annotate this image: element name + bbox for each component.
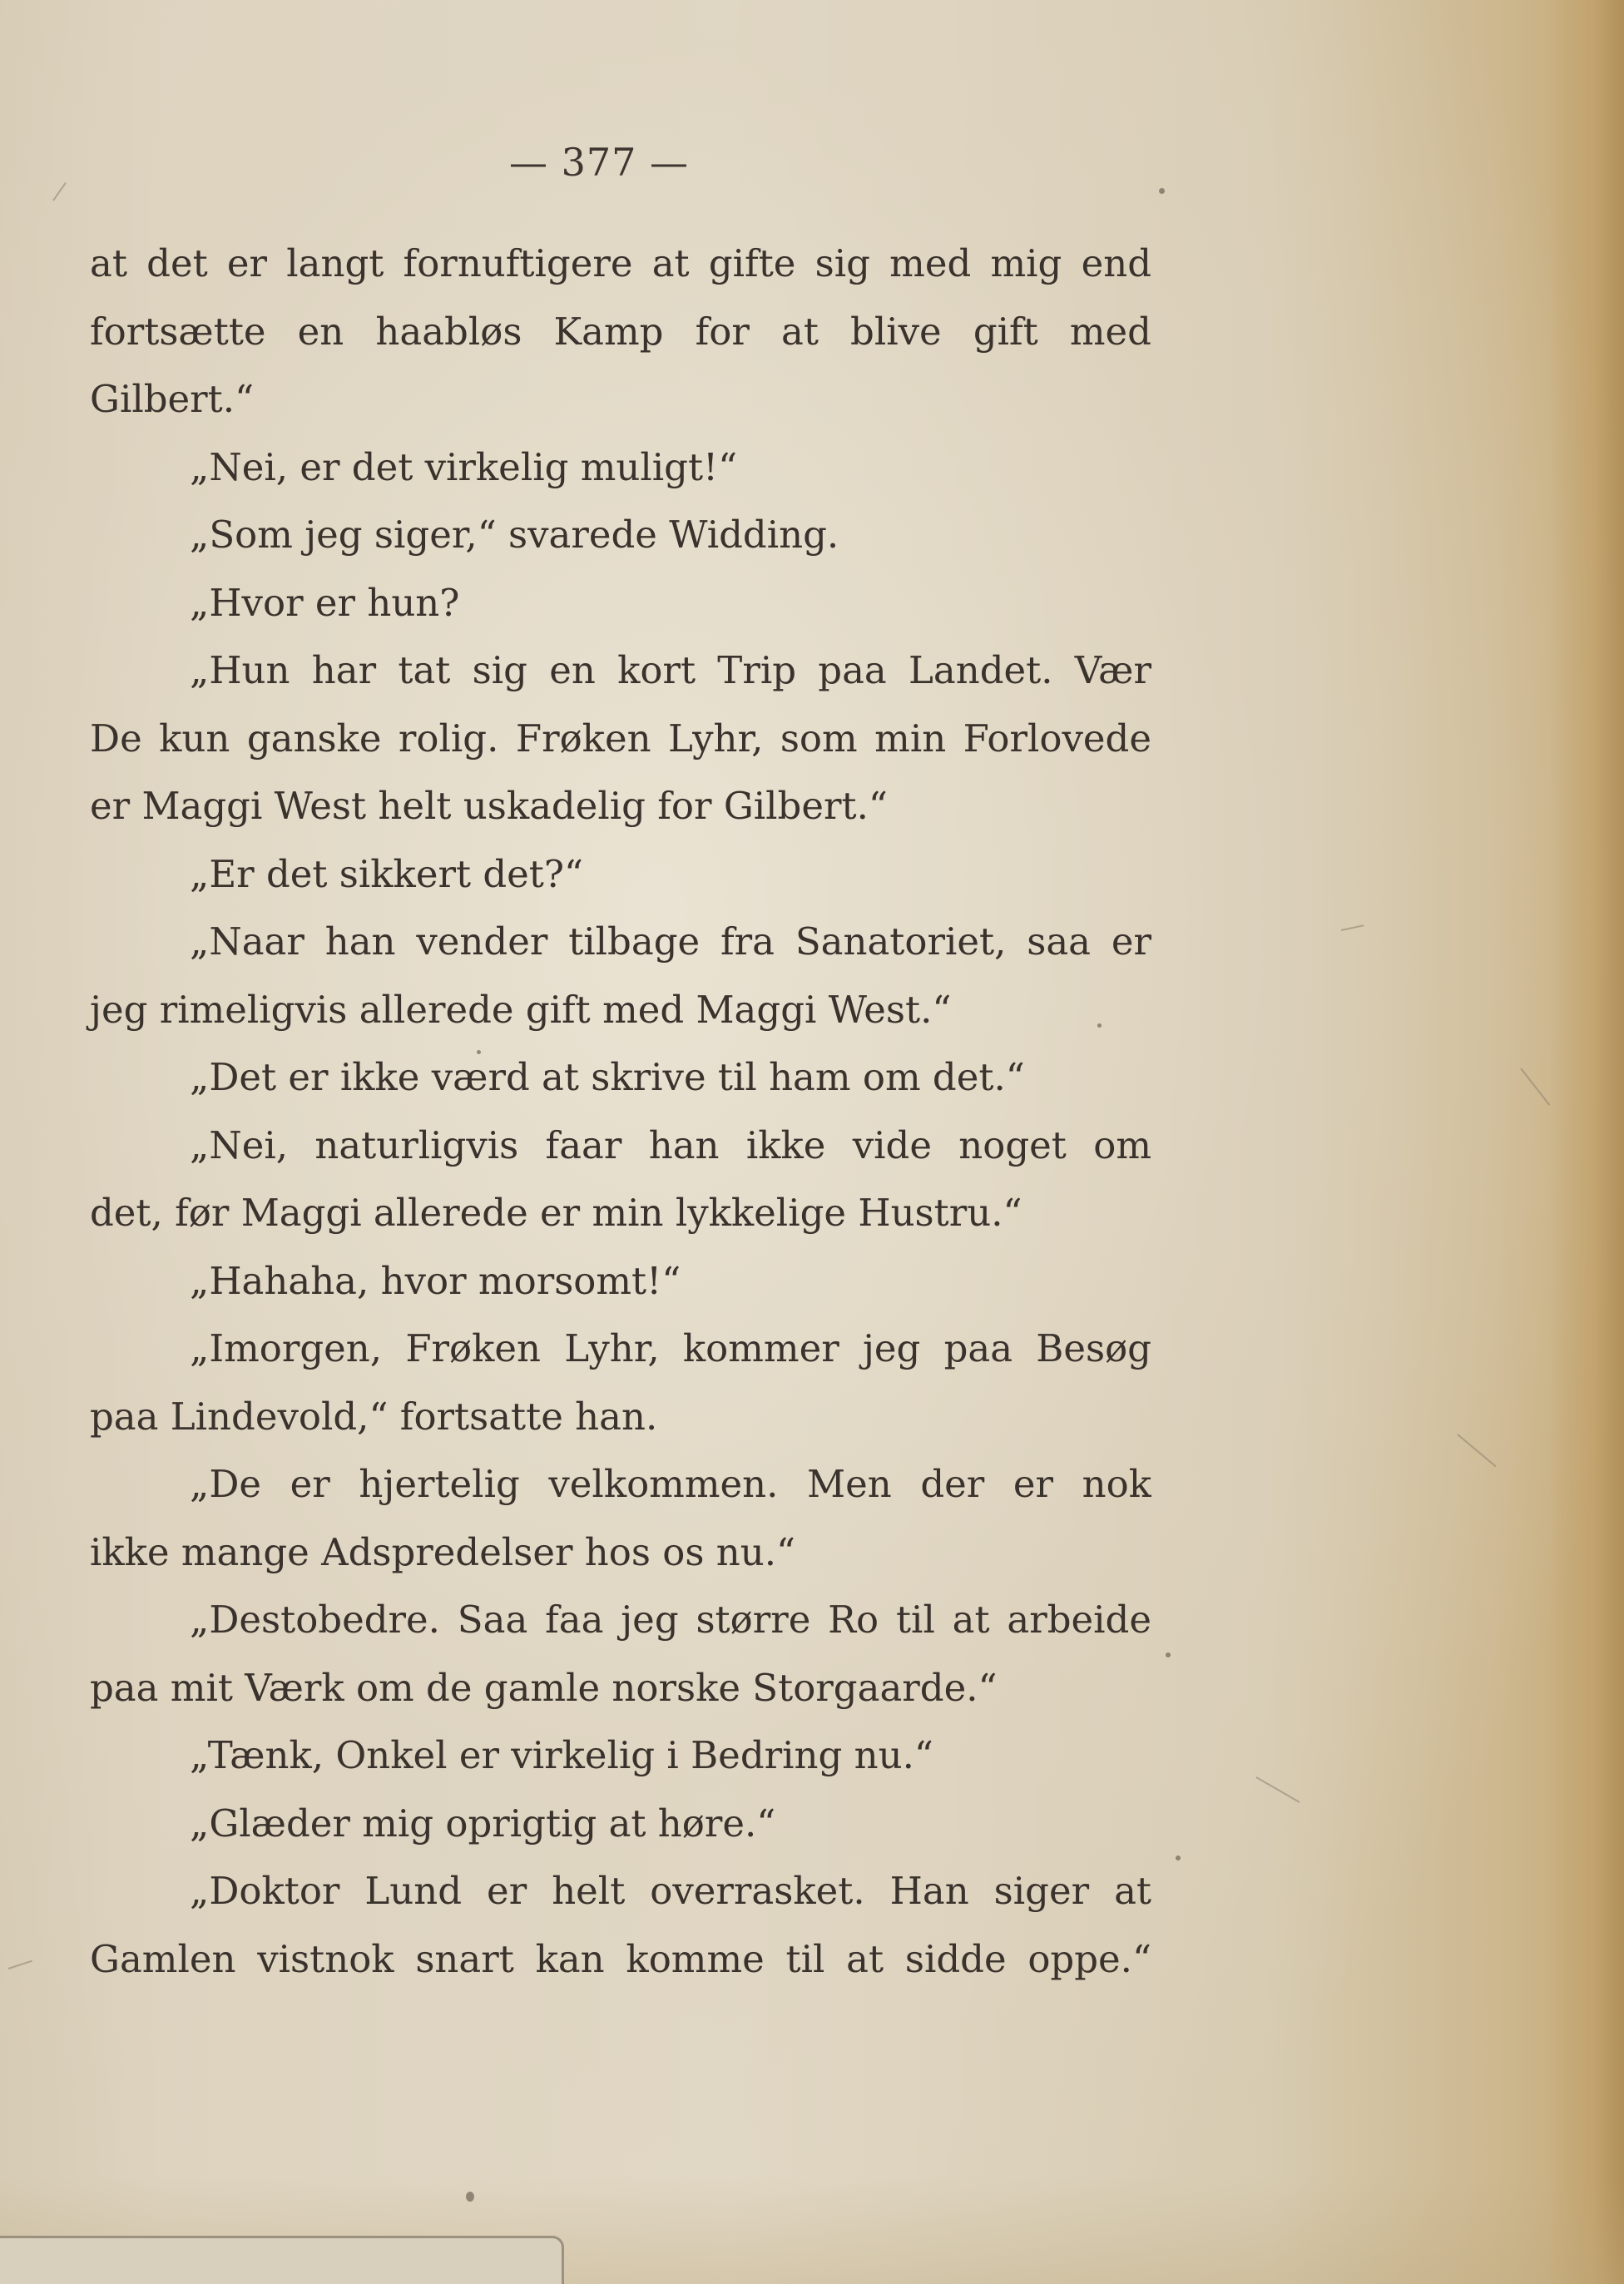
text-line: „Hvor er hun?	[190, 580, 460, 625]
text-line: „Tænk, Onkel er virkelig i Bedring nu.“	[190, 1733, 933, 1777]
paper-speck	[466, 2192, 474, 2202]
text-line: „Hahaha, hvor morsomt!“	[190, 1258, 681, 1303]
paper-scratch	[52, 182, 67, 201]
text-line: „De er hjertelig velkommen. Men der er nok	[190, 1462, 1151, 1506]
text-line: ikke mange Adspredelser hos os nu.“	[90, 1529, 796, 1574]
text-line: jeg rimeligvis allerede gift med Maggi West.“	[90, 987, 952, 1032]
text-line: Gamlen vistnok snart kan komme til at sidde oppe.“	[90, 1936, 1151, 1981]
text-line: „Som jeg siger,“ svarede Widding.	[190, 513, 839, 557]
text-line: „Er det sikkert det?“	[190, 851, 584, 896]
paper-scratch	[1457, 1434, 1496, 1467]
page-number: — 377 —	[508, 140, 690, 185]
text-line: er Maggi West helt uskadelig for Gilbert.“	[90, 784, 888, 828]
paper-scratch	[1520, 1068, 1550, 1105]
text-line: „Doktor Lund er helt overrasket. Han siger at	[190, 1869, 1151, 1913]
text-line: det, før Maggi allerede er min lykkelige Hustru.“	[90, 1191, 1022, 1235]
text-line: „Glæder mig oprigtig at høre.“	[190, 1801, 776, 1846]
paper-speck	[1176, 1855, 1181, 1860]
text-line: „Destobedre. Saa faa jeg større Ro til at arbeide	[190, 1598, 1151, 1642]
page-edge-shadow	[1549, 0, 1624, 2284]
text-line: De kun ganske rolig. Frøken Lyhr, som min Forlovede	[90, 716, 1151, 761]
text-line: at det er langt fornuftigere at gifte sig med mig end	[90, 241, 1151, 285]
paper-speck	[1166, 1652, 1171, 1657]
text-line: „Naar han vender tilbage fra Sanatoriet, saa er	[190, 919, 1151, 964]
text-line: paa Lindevold,“ fortsatte han.	[90, 1394, 658, 1439]
text-line: paa mit Værk om de gamle norske Storgaarde.“	[90, 1665, 998, 1710]
text-line: fortsætte en haabløs Kamp for at blive gift med	[90, 309, 1151, 354]
body-text	[90, 230, 1151, 1993]
text-line: „Nei, naturligvis faar han ikke vide noget om	[190, 1122, 1151, 1167]
paper-scratch	[1256, 1776, 1300, 1803]
text-line: Gilbert.“	[90, 377, 255, 421]
paper-scratch	[8, 1960, 32, 1969]
text-line: „Imorgen, Frøken Lyhr, kommer jeg paa Besøg	[190, 1326, 1151, 1370]
paper-speck	[1159, 188, 1165, 194]
text-line: „Det er ikke værd at skrive til ham om det.“	[190, 1055, 1025, 1099]
underlying-page-edge	[0, 2236, 564, 2284]
text-line: „Nei, er det virkelig muligt!“	[190, 444, 738, 489]
paper-scratch	[1341, 924, 1364, 931]
text-line: „Hun har tat sig en kort Trip paa Landet. Vær	[190, 648, 1151, 692]
